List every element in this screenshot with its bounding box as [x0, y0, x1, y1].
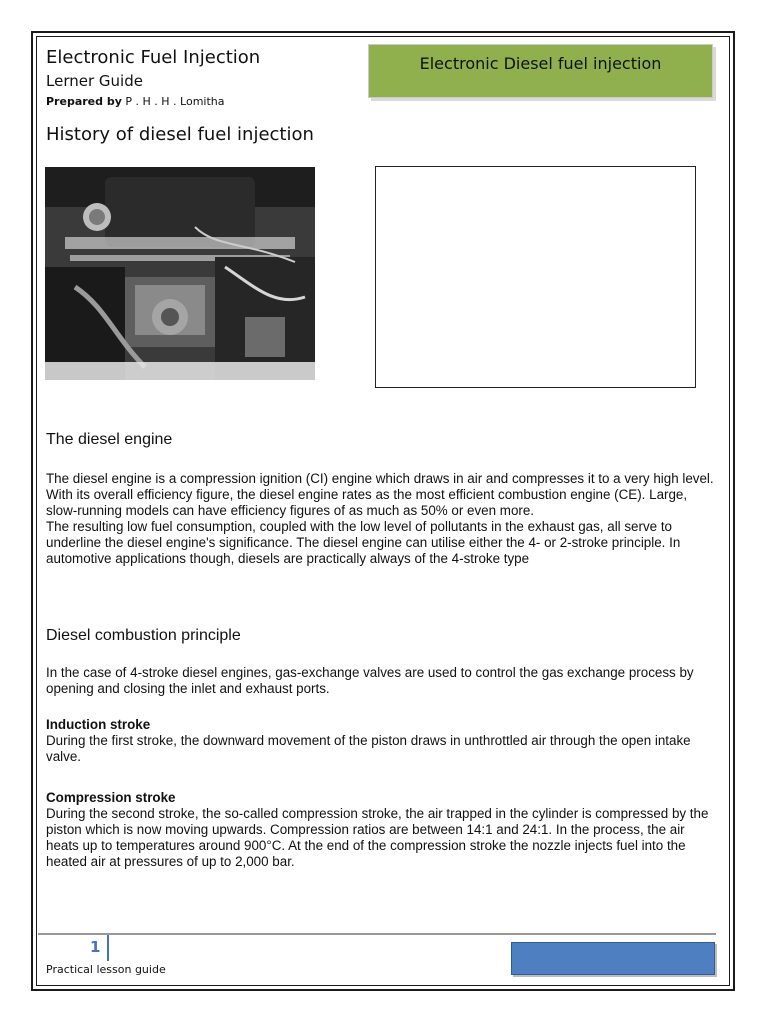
document-title: Electronic Fuel Injection — [46, 47, 261, 68]
banner-label: Electronic Diesel fuel injection — [419, 54, 662, 73]
engine-photo — [45, 167, 315, 380]
prepared-by-label: Prepared by — [46, 95, 122, 108]
footer-divider — [38, 933, 716, 935]
compression-stroke-heading: Compression stroke — [46, 790, 176, 805]
induction-stroke-heading: Induction stroke — [46, 717, 151, 732]
document-subtitle: Lerner Guide — [46, 72, 143, 90]
induction-stroke-text: During the first stroke, the downward movement of the piston draws in unthrottled air through the open intake valve. — [46, 733, 691, 764]
section-title: History of diesel fuel injection — [46, 124, 314, 145]
footer-text: Practical lesson guide — [46, 963, 166, 976]
heading-diesel-engine: The diesel engine — [46, 431, 173, 448]
footer-color-block — [511, 942, 715, 975]
author-name: P . H . H . Lomitha — [121, 95, 225, 108]
compression-stroke-text: During the second stroke, the so-called compression stroke, the air trapped in the cylinder is compressed by the piston which is now moving upwards. Compression ratios are between 14:1 and 24:1. In the process, the air heats up to temperatures around 900°C. At the end of the compression stroke the nozzle injects fuel into the heated air at pressures of up to 2,000 bar. — [46, 806, 709, 869]
diesel-engine-paragraph-1: The diesel engine is a compression ignition (CI) engine which draws in air and compresses it to a very high level. With its overall efficiency figure, the diesel engine rates as the most efficient combustion engine (CE). Large, slow-running models can have efficiency figures of as much as 50% or even more. — [46, 471, 714, 518]
combustion-intro: In the case of 4-stroke diesel engines, gas-exchange valves are used to control the gas exchange process by opening and closing the inlet and exhaust ports. — [46, 665, 694, 696]
page-number-bar — [107, 935, 109, 961]
header-banner — [368, 44, 713, 98]
empty-figure-box — [375, 166, 696, 388]
page-number: 1 — [90, 938, 101, 956]
diesel-engine-text — [46, 471, 721, 567]
prepared-by — [46, 95, 225, 108]
compression-stroke-block — [46, 790, 721, 870]
diesel-engine-paragraph-2: The resulting low fuel consumption, coupled with the low level of pollutants in the exhaust gas, all serve to underline the diesel engine's significance. The diesel engine can utilise either the 4- or 2-stroke principle. In automotive applications though, diesels are practically always of the 4-stroke type — [46, 519, 681, 566]
heading-combustion-principle: Diesel combustion principle — [46, 627, 241, 644]
induction-stroke-block — [46, 717, 721, 765]
